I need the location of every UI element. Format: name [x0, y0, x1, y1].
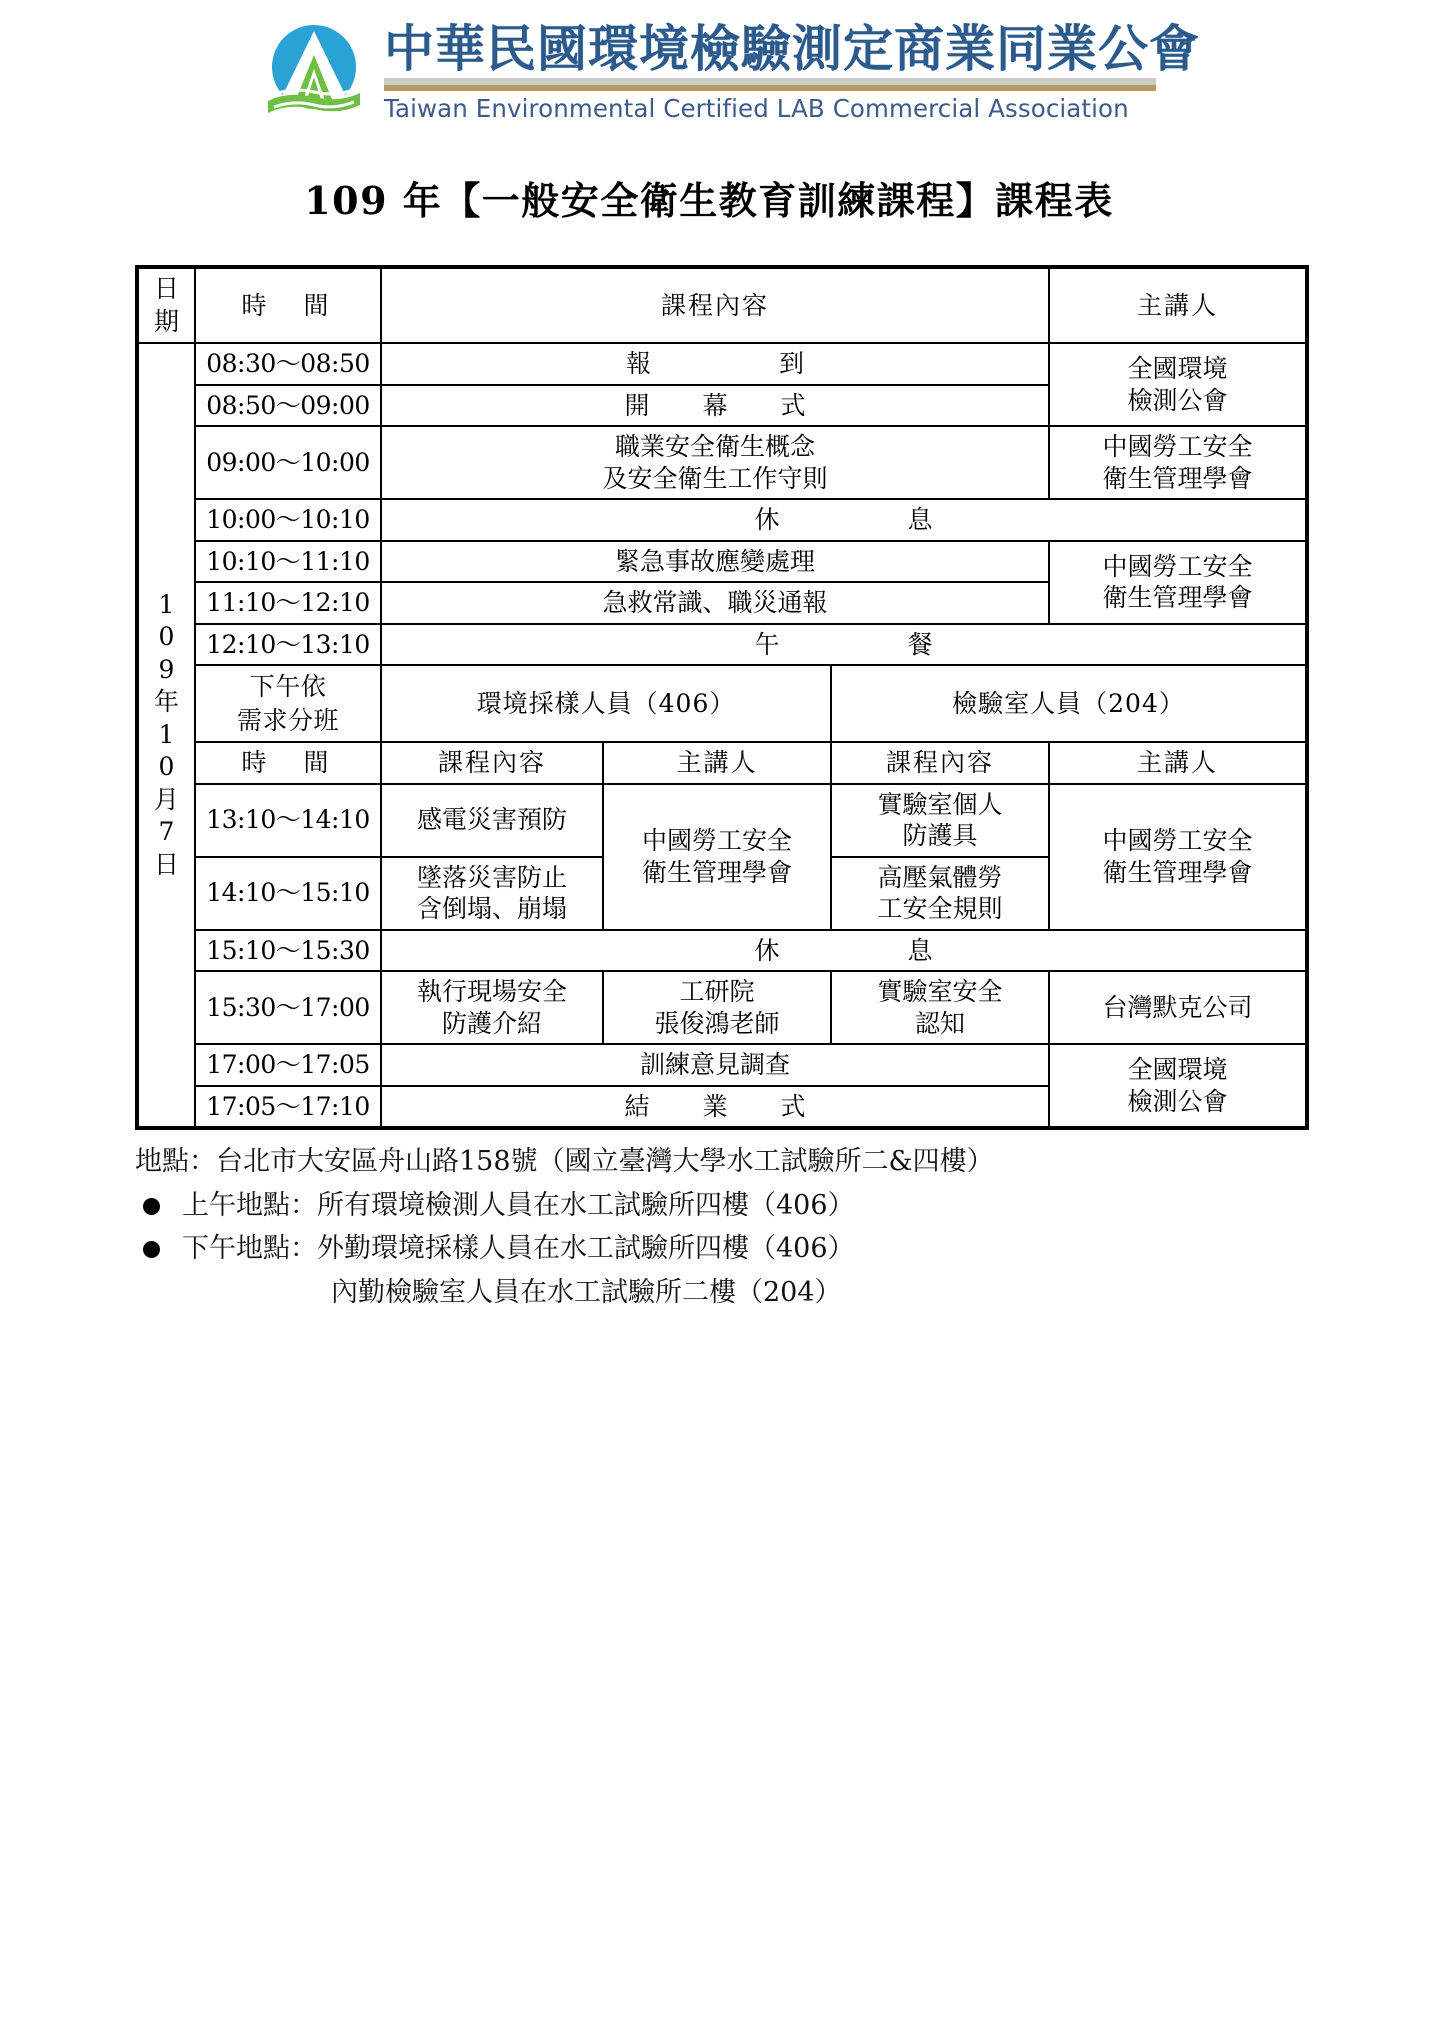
- row-time: 14:10～15:10: [195, 857, 381, 930]
- row-time: 13:10～14:10: [195, 784, 381, 857]
- masthead-divider: [384, 78, 1156, 91]
- row-a-speaker: [603, 784, 831, 930]
- date-char-6: 月: [153, 784, 179, 814]
- split-header-b-content: 課程內容: [831, 742, 1049, 784]
- split-banner-group-a: 環境採樣人員（406）: [381, 665, 831, 742]
- date-char-5: 0: [158, 752, 175, 782]
- divider-tan-bar: [384, 85, 1156, 91]
- date-char-2: 9: [158, 654, 175, 684]
- row-content-line-1: 職業安全衛生概念: [614, 432, 815, 461]
- row-a-speaker-line-1: 中國勞工安全: [641, 826, 792, 855]
- table-row: [137, 499, 1307, 541]
- split-header-row: [137, 742, 1307, 784]
- row-b-content: [831, 784, 1049, 857]
- header-cell-time: 時 間: [195, 267, 381, 343]
- row-content: [381, 426, 1049, 499]
- table-row: [137, 624, 1307, 666]
- table-header-row: [137, 267, 1307, 343]
- header-cell-date: [137, 267, 195, 343]
- row-time: 10:10～11:10: [195, 541, 381, 583]
- row-a-content-line-1: 墜落災害防止: [416, 862, 567, 892]
- header-cell-speaker: 主講人: [1049, 267, 1307, 343]
- row-content-full: 休 息: [381, 499, 1307, 541]
- row-speaker-line-1: 全國環境: [1127, 354, 1228, 383]
- row-time: 17:05～17:10: [195, 1086, 381, 1129]
- date-char-4: 1: [158, 719, 175, 749]
- row-speaker: [1049, 541, 1307, 624]
- split-banner-label: [195, 665, 381, 742]
- split-header-b-speaker: 主講人: [1049, 742, 1307, 784]
- schedule-table: [135, 265, 1309, 1130]
- date-char-8: 日: [153, 849, 179, 879]
- note-bullet-afternoon-text: 下午地點：外勤環境採樣人員在水工試驗所四樓（406）: [182, 1233, 855, 1265]
- row-b-speaker: [1049, 784, 1307, 930]
- masthead: [0, 0, 1440, 128]
- bullet-dot-icon: [143, 1241, 160, 1258]
- org-name-chinese: 中華民國環境檢驗測定商業同業公會: [384, 19, 1200, 79]
- row-a-speaker-line-2: 張俊鴻老師: [654, 1008, 780, 1038]
- row-a-speaker-line-1: 工研院: [679, 977, 755, 1006]
- row-b-content: [831, 971, 1049, 1044]
- table-row: [137, 784, 1307, 857]
- note-sub-afternoon: 內勤檢驗室人員在水工試驗所二樓（204）: [331, 1277, 842, 1309]
- note-bullet-morning-text: 上午地點：所有環境檢測人員在水工試驗所四樓（406）: [182, 1189, 855, 1221]
- date-char-3: 年: [153, 687, 179, 717]
- date-char-1: 0: [158, 622, 175, 652]
- divider-gray-bar: [384, 78, 1156, 85]
- row-a-content-line-2: 防護介紹: [441, 1008, 542, 1038]
- split-banner-row: [137, 665, 1307, 742]
- row-b-content: [831, 857, 1049, 930]
- row-a-speaker: [603, 971, 831, 1044]
- row-a-content: 感電災害預防: [381, 784, 603, 857]
- date-cell: [137, 343, 195, 1128]
- row-time: 11:10～12:10: [195, 582, 381, 624]
- row-b-speaker: 台灣默克公司: [1049, 971, 1307, 1044]
- row-b-speaker-line-1: 中國勞工安全: [1102, 826, 1253, 855]
- row-content-full: 午 餐: [381, 624, 1307, 666]
- row-b-speaker-line-2: 衛生管理學會: [1102, 857, 1253, 887]
- row-speaker-line-2: 衛生管理學會: [1102, 583, 1253, 612]
- split-header-a-speaker: 主講人: [603, 742, 831, 784]
- association-logo-icon: [258, 21, 370, 125]
- header-date-char-1: 日: [153, 274, 179, 303]
- row-b-content-line-2: 認知: [914, 1008, 965, 1038]
- date-char-7: 7: [158, 817, 175, 847]
- row-time: 10:00～10:10: [195, 499, 381, 541]
- row-speaker: [1049, 343, 1307, 426]
- row-content: 報 到: [381, 343, 1049, 385]
- row-speaker: [1049, 426, 1307, 499]
- row-time: 17:00～17:05: [195, 1044, 381, 1086]
- row-time: 09:00～10:00: [195, 426, 381, 499]
- row-time: 15:30～17:00: [195, 971, 381, 1044]
- row-speaker-line-1: 全國環境: [1127, 1055, 1228, 1084]
- row-content: 緊急事故應變處理: [381, 541, 1049, 583]
- split-banner-group-b: 檢驗室人員（204）: [831, 665, 1307, 742]
- table-row: [137, 343, 1307, 385]
- split-header-a-content: 課程內容: [381, 742, 603, 784]
- row-content-full: 休 息: [381, 930, 1307, 972]
- row-speaker-line-2: 檢測公會: [1127, 385, 1228, 415]
- split-banner-label-line-1: 下午依: [249, 672, 327, 701]
- table-row: [137, 426, 1307, 499]
- row-a-content: [381, 971, 603, 1044]
- row-a-content: [381, 857, 603, 930]
- org-name-english: Taiwan Environmental Certified LAB Commercial Association: [384, 94, 1129, 124]
- note-location: 地點：台北市大安區舟山路158號（國立臺灣大學水工試驗所二&四樓）: [135, 1146, 994, 1177]
- table-row: [137, 1044, 1307, 1086]
- row-content-line-2: 及安全衛生工作守則: [602, 463, 828, 493]
- note-bullet-morning: [135, 1184, 1305, 1228]
- row-b-content-line-1: 高壓氣體勞: [877, 862, 1003, 892]
- row-speaker-line-1: 中國勞工安全: [1102, 432, 1253, 461]
- bullet-dot-icon: [143, 1198, 160, 1215]
- split-banner-label-line-2: 需求分班: [236, 705, 339, 735]
- row-time: 08:30～08:50: [195, 343, 381, 385]
- row-b-content-line-2: 防護具: [902, 821, 978, 850]
- header-date-char-2: 期: [153, 306, 179, 336]
- header-cell-content: 課程內容: [381, 267, 1049, 343]
- row-content: 結 業 式: [381, 1086, 1049, 1129]
- row-time: 15:10～15:30: [195, 930, 381, 972]
- row-a-speaker-line-2: 衛生管理學會: [641, 857, 792, 887]
- row-a-content-line-2: 含倒塌、崩塌: [416, 894, 567, 923]
- date-char-0: 1: [158, 589, 175, 619]
- row-speaker-line-2: 衛生管理學會: [1102, 463, 1253, 493]
- row-b-content-line-2: 工安全規則: [877, 894, 1003, 923]
- table-row: [137, 541, 1307, 583]
- masthead-text: [384, 19, 1200, 124]
- page-title: 109 年【一般安全衛生教育訓練課程】課程表: [304, 178, 1114, 223]
- note-bullet-afternoon: [135, 1227, 1305, 1271]
- row-content: 訓練意見調查: [381, 1044, 1049, 1086]
- split-header-time: 時 間: [195, 742, 381, 784]
- row-a-content-line-1: 執行現場安全: [416, 977, 567, 1006]
- row-speaker-line-2: 檢測公會: [1127, 1086, 1228, 1116]
- table-row: [137, 971, 1307, 1044]
- row-speaker-line-1: 中國勞工安全: [1102, 551, 1253, 581]
- table-row: [137, 930, 1307, 972]
- row-b-content-line-1: 實驗室安全: [877, 977, 1003, 1006]
- schedule-table-container: [135, 265, 1305, 1130]
- row-content: 開 幕 式: [381, 385, 1049, 427]
- row-time: 08:50～09:00: [195, 385, 381, 427]
- row-b-content-line-1: 實驗室個人: [877, 789, 1003, 819]
- row-time: 12:10～13:10: [195, 624, 381, 666]
- row-speaker: [1049, 1044, 1307, 1128]
- footer-notes: [135, 1140, 1305, 1315]
- row-content: 急救常識、職災通報: [381, 582, 1049, 624]
